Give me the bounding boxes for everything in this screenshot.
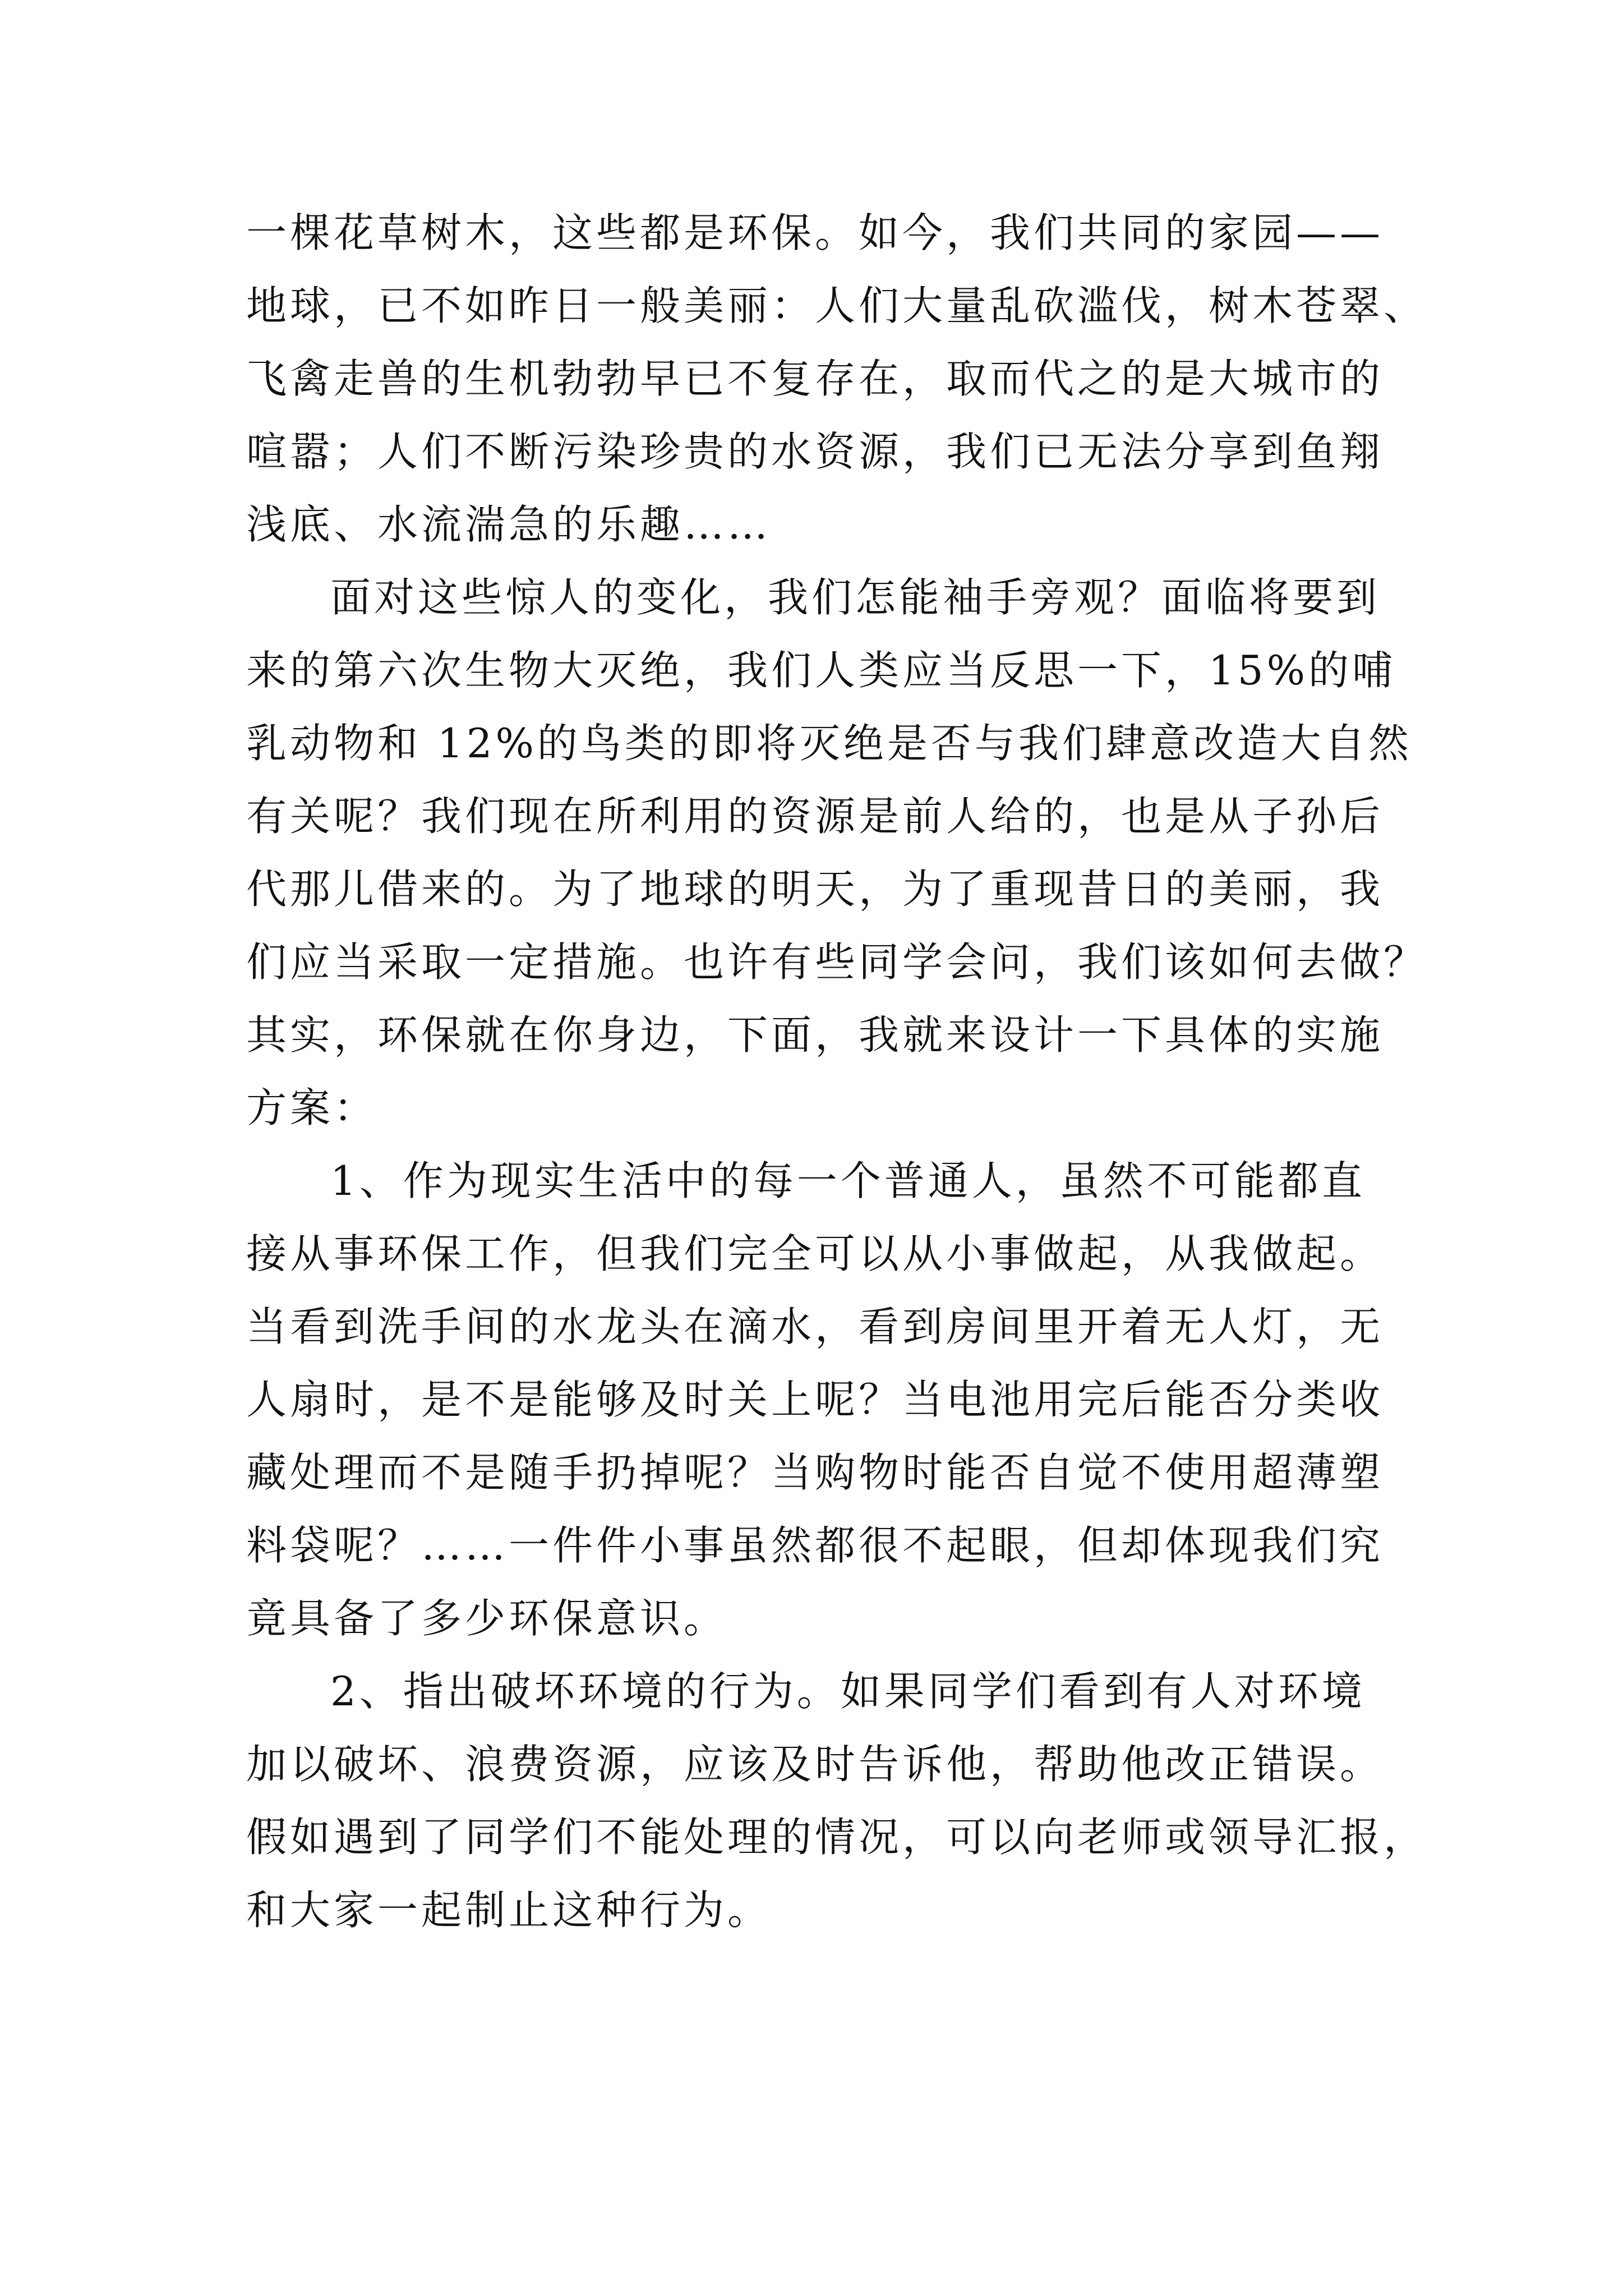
text-line: 乳动物和 12%的鸟类的即将灭绝是否与我们肆意改造大自然 bbox=[246, 720, 1412, 767]
text-line: 2、指出破坏环境的行为。如果同学们看到有人对环境 bbox=[330, 1668, 1366, 1715]
text-line: 代那儿借来的。为了地球的明天，为了重现昔日的美丽，我 bbox=[246, 866, 1384, 913]
text-line: 和大家一起制止这种行为。 bbox=[246, 1887, 772, 1934]
text-line: 喧嚣；人们不断污染珍贵的水资源，我们已无法分享到鱼翔 bbox=[246, 428, 1384, 475]
text-line: 1、作为现实生活中的每一个普通人，虽然不可能都直 bbox=[330, 1157, 1366, 1204]
text-line: 浅底、水流湍急的乐趣…… bbox=[246, 501, 772, 548]
text-line: 面对这些惊人的变化，我们怎能袖手旁观？面临将要到 bbox=[330, 574, 1381, 621]
text-line: 有关呢？我们现在所利用的资源是前人给的，也是从子孙后 bbox=[246, 793, 1384, 840]
text-line: 地球，已不如昨日一般美丽：人们大量乱砍滥伐，树木苍翠、 bbox=[246, 282, 1428, 329]
text-line: 方案： bbox=[246, 1084, 378, 1131]
text-line: 一棵花草树木，这些都是环保。如今，我们共同的家园—— bbox=[246, 209, 1384, 256]
text-line: 竟具备了多少环保意识。 bbox=[246, 1595, 728, 1642]
text-line: 接从事环保工作，但我们完全可以从小事做起，从我做起。 bbox=[246, 1230, 1384, 1277]
text-line: 加以破坏、浪费资源，应该及时告诉他，帮助他改正错误。 bbox=[246, 1741, 1384, 1788]
paragraph-earth-damage bbox=[246, 196, 1428, 561]
text-line: 藏处理而不是随手扔掉呢？当购物时能否自觉不使用超薄塑 bbox=[246, 1449, 1384, 1496]
text-line: 当看到洗手间的水龙头在滴水，看到房间里开着无人灯，无 bbox=[246, 1303, 1384, 1350]
text-line: 们应当采取一定措施。也许有些同学会问，我们该如何去做？ bbox=[246, 938, 1428, 986]
text-line: 其实，环保就在你身边，下面，我就来设计一下具体的实施 bbox=[246, 1011, 1384, 1059]
paragraph-item-1 bbox=[246, 1144, 1384, 1655]
paragraph-reflection bbox=[246, 561, 1428, 1144]
paragraph-item-2 bbox=[246, 1655, 1428, 1947]
document-body bbox=[246, 196, 1428, 1947]
text-line: 飞禽走兽的生机勃勃早已不复存在，取而代之的是大城市的 bbox=[246, 355, 1384, 402]
text-line: 料袋呢？……一件件小事虽然都很不起眼，但却体现我们究 bbox=[246, 1522, 1384, 1569]
text-line: 来的第六次生物大灭绝，我们人类应当反思一下，15%的哺 bbox=[246, 647, 1396, 694]
text-line: 人扇时，是不是能够及时关上呢？当电池用完后能否分类收 bbox=[246, 1376, 1384, 1423]
text-line: 假如遇到了同学们不能处理的情况，可以向老师或领导汇报， bbox=[246, 1814, 1428, 1861]
